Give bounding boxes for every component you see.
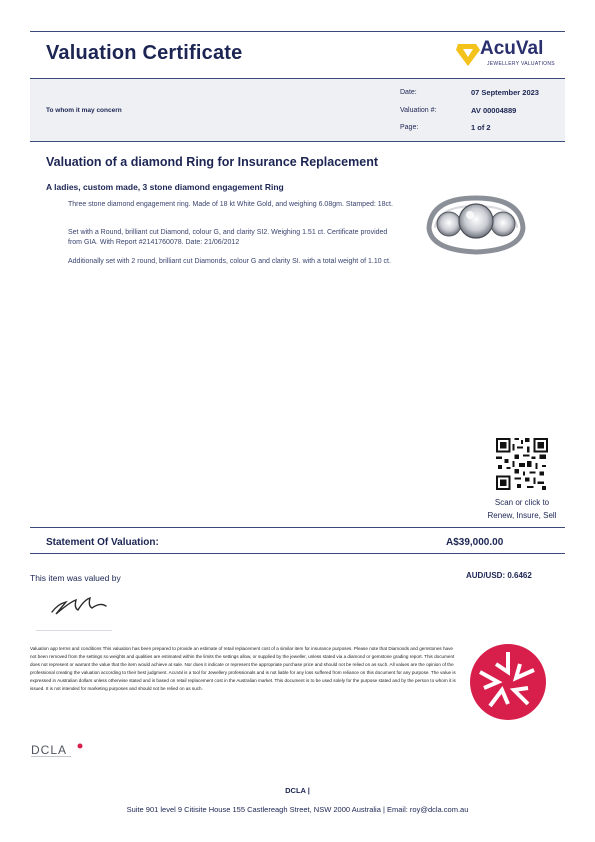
date-value: 07 September 2023 (471, 88, 539, 97)
item-heading: Valuation of a diamond Ring for Insurance Replacement (46, 155, 379, 169)
valuation-bottom-rule (30, 553, 565, 554)
qr-caption-line-1: Scan or click to (494, 498, 550, 507)
signature-line (36, 630, 112, 631)
fx-rate: AUD/USD: 0.6462 (466, 571, 532, 580)
qr-caption-line-2: Renew, Insure, Sell (487, 511, 557, 520)
item-paragraph-3: Additionally set with 2 round, brilliant cut Diamonds, colour G and clarity SI. with a total weight of 1.10 ct. (68, 258, 391, 265)
statement-of-valuation-label: Statement Of Valuation: (46, 537, 159, 548)
footer-address: Suite 901 level 9 Citisite House 155 Castlereagh Street, NSW 2000 Australia | Email: roy@dcla.com.au (126, 805, 469, 814)
qr-code[interactable] (496, 438, 548, 490)
valued-by-text: This item was valued by (30, 573, 121, 583)
valuation-top-rule (30, 527, 565, 528)
item-paragraph-1: Three stone diamond engagement ring. Made of 18 kt White Gold, and weighing 6.08gm. Stamped: 18ct. (68, 201, 393, 208)
top-rule (30, 31, 565, 32)
dcla-emblem-icon (468, 642, 548, 722)
footer-company-name: DCLA | (285, 786, 310, 795)
acuval-logo-tagline: JEWELLERY VALUATIONS (487, 61, 555, 67)
addressee: To whom it may concern (46, 107, 122, 114)
date-label: Date: (400, 89, 417, 96)
document-title: Valuation Certificate (46, 42, 243, 64)
valuation-amount: A$39,000.00 (446, 537, 504, 548)
dcla-logo-text: DCLA (31, 743, 68, 757)
page-label: Page: (400, 124, 419, 131)
page-value: 1 of 2 (471, 123, 491, 132)
item-subheading: A ladies, custom made, 3 stone diamond engagement Ring (46, 182, 284, 192)
info-bottom-rule (30, 141, 565, 142)
valuation-number-value: AV 00004889 (471, 106, 517, 115)
acuval-logo-text: AcuVal (480, 38, 544, 59)
item-paragraph-2: Set with a Round, brilliant cut Diamond, colour G, and clarity SI2. Weighing 1.51 ct. Certificate provided from GIA. With Report #2141760078. Date: 21/06/2012 (68, 229, 388, 246)
ring-photo (425, 188, 527, 256)
valuer-signature (44, 592, 144, 618)
valuation-number-label: Valuation #: (400, 107, 437, 114)
terms-and-conditions: Valuation app terms and conditions This valuation has been prepared to provide an estimate of retail replacement cost of a similar item for insurance purposes. Please note that Diamonds and gemstones have not been removed from the settings so weights and qualities are estimated within the limits the settings allow, or supplied by the jeweller, unless stated via a diamond or gemstone grading report. This document does not represent or warrant the value that the item would achieve at sale. Nor does it indicate or represent the appropriate purchase price and should not be relied on as such. All values are the opinion of the professional creating the valuation according to their best judgment. AcuVal is a tool for Jewellery professionals and is not liable for any loss suffered from reliance on this document for any purpose. The value is expressed in Australian dollars unless otherwise stated and is based on retail replacement cost in the Australian market. This document is to be used solely for the purpose stated and by the person to whom it is issued. It is not intended for marketing purposes and should not be relied on as such. (30, 646, 456, 692)
qr-caption (470, 496, 574, 522)
